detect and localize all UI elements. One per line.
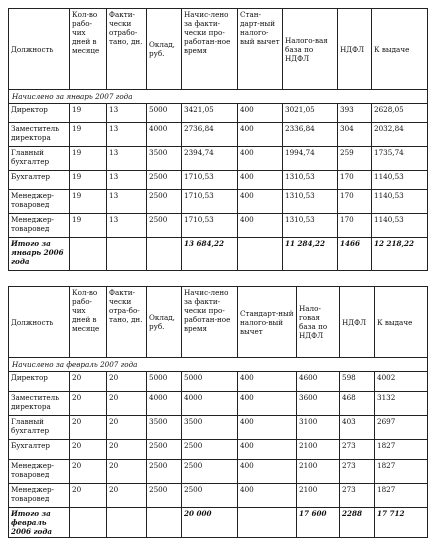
total-label: Итого за февраль 2006 года — [9, 508, 70, 538]
cell: 400 — [238, 460, 297, 484]
cell: 2500 — [147, 171, 182, 190]
cell: 2697 — [375, 416, 428, 440]
table-row — [9, 123, 428, 147]
cell: 400 — [238, 392, 297, 416]
header-position: Должность — [9, 287, 70, 358]
cell: 2100 — [297, 460, 340, 484]
cell: 400 — [238, 484, 297, 508]
january-payroll-table — [8, 8, 428, 271]
cell: 1310,53 — [283, 214, 338, 238]
cell: Менеджер-товаровед — [9, 460, 70, 484]
cell: 400 — [238, 147, 283, 171]
cell: 20 — [107, 372, 147, 392]
header-deduction: Стан-дарт-ный налого-вый вычет — [238, 9, 283, 90]
cell: 273 — [340, 440, 375, 460]
table-row — [9, 214, 428, 238]
total-accrued: 13 684,22 — [182, 238, 238, 271]
cell: 5000 — [182, 372, 238, 392]
cell: Главный бухгалтер — [9, 147, 70, 171]
cell: 1310,53 — [283, 190, 338, 214]
cell: 2100 — [297, 440, 340, 460]
header-working-days: Кол-во рабо-чих дней в месяце — [70, 9, 107, 90]
header-payout: К выдаче — [372, 9, 428, 90]
cell: 1140,53 — [372, 214, 428, 238]
cell: 1994,74 — [283, 147, 338, 171]
cell: Директор — [9, 372, 70, 392]
cell: 19 — [70, 104, 107, 123]
cell — [147, 508, 182, 538]
cell: 3500 — [182, 416, 238, 440]
cell: Менеджер-товаровед — [9, 190, 70, 214]
cell: 400 — [238, 190, 283, 214]
header-salary: Оклад, руб. — [147, 9, 182, 90]
cell: 3500 — [147, 147, 182, 171]
cell: 170 — [338, 190, 372, 214]
cell: 4000 — [147, 123, 182, 147]
cell — [238, 238, 283, 271]
section-title: Начислено за февраль 2007 года — [9, 358, 428, 372]
cell: 19 — [70, 123, 107, 147]
cell: 20 — [107, 416, 147, 440]
cell: 400 — [238, 214, 283, 238]
cell: 20 — [107, 392, 147, 416]
cell: 4000 — [147, 392, 182, 416]
cell — [107, 508, 147, 538]
cell: 1310,53 — [283, 171, 338, 190]
cell: Директор — [9, 104, 70, 123]
header-days-worked: Факти-чески отрабо-тано, дн. — [107, 9, 147, 90]
cell: 3021,05 — [283, 104, 338, 123]
cell: Менеджер-товаровед — [9, 484, 70, 508]
cell: 20 — [70, 484, 107, 508]
cell: 1140,53 — [372, 190, 428, 214]
cell: 393 — [338, 104, 372, 123]
cell: 3500 — [147, 416, 182, 440]
cell: 273 — [340, 460, 375, 484]
total-ndfl: 1466 — [338, 238, 372, 271]
table-row — [9, 460, 428, 484]
section-row — [9, 90, 428, 104]
table-row — [9, 392, 428, 416]
header-ndfl: НДФЛ — [338, 9, 372, 90]
cell: 2500 — [147, 214, 182, 238]
cell: 1710,53 — [182, 214, 238, 238]
header-salary: Оклад, руб. — [147, 287, 182, 358]
cell: 2500 — [182, 460, 238, 484]
cell: 20 — [107, 440, 147, 460]
total-accrued: 20 000 — [182, 508, 238, 538]
header-ndfl: НДФЛ — [340, 287, 375, 358]
cell: 273 — [340, 484, 375, 508]
cell: 2500 — [147, 460, 182, 484]
header-deduction: Стандарт-ный налого-вый вычет — [238, 287, 297, 358]
table-row — [9, 147, 428, 171]
cell: 400 — [238, 372, 297, 392]
cell: 2500 — [147, 484, 182, 508]
cell: 19 — [70, 147, 107, 171]
cell: 2336,84 — [283, 123, 338, 147]
cell — [70, 508, 107, 538]
cell: 13 — [107, 171, 147, 190]
header-working-days: Кол-во рабо-чих дней в месяце — [70, 287, 107, 358]
cell: 5000 — [147, 372, 182, 392]
cell — [238, 508, 297, 538]
table-row — [9, 416, 428, 440]
cell: Заместитель директора — [9, 392, 70, 416]
cell: 20 — [107, 484, 147, 508]
table-row — [9, 171, 428, 190]
cell: 400 — [238, 440, 297, 460]
cell: 13 — [107, 190, 147, 214]
total-payout: 12 218,22 — [372, 238, 428, 271]
cell: 4600 — [297, 372, 340, 392]
table-row — [9, 440, 428, 460]
cell — [70, 238, 107, 271]
cell: 13 — [107, 214, 147, 238]
cell: 3421,05 — [182, 104, 238, 123]
cell: 400 — [238, 416, 297, 440]
cell: 20 — [70, 372, 107, 392]
table-row — [9, 372, 428, 392]
cell: 20 — [70, 392, 107, 416]
cell: 20 — [107, 460, 147, 484]
cell: 13 — [107, 104, 147, 123]
cell: Заместитель директора — [9, 123, 70, 147]
cell: 468 — [340, 392, 375, 416]
cell: 2500 — [182, 484, 238, 508]
cell: 2500 — [147, 190, 182, 214]
section-title: Начислено за январь 2007 года — [9, 90, 428, 104]
cell: 2500 — [182, 440, 238, 460]
cell: 170 — [338, 171, 372, 190]
table-header-row — [9, 287, 428, 358]
cell: 4000 — [182, 392, 238, 416]
cell: 3132 — [375, 392, 428, 416]
cell: 2394,74 — [182, 147, 238, 171]
cell: 19 — [70, 214, 107, 238]
section-row — [9, 358, 428, 372]
header-payout: К выдаче — [375, 287, 428, 358]
cell: 1735,74 — [372, 147, 428, 171]
header-tax-base: Налого-вая база по НДФЛ — [283, 9, 338, 90]
total-payout: 17 712 — [375, 508, 428, 538]
cell: 2736,84 — [182, 123, 238, 147]
header-accrued: Начис-лено за факти-чески про-работан-ное время — [182, 287, 238, 358]
cell: 19 — [70, 171, 107, 190]
cell: 2100 — [297, 484, 340, 508]
cell: 400 — [238, 171, 283, 190]
table-row — [9, 484, 428, 508]
total-tax-base: 11 284,22 — [283, 238, 338, 271]
header-tax-base: Нало-говая база по НДФЛ — [297, 287, 340, 358]
cell: 3600 — [297, 392, 340, 416]
total-row — [9, 238, 428, 271]
cell: 13 — [107, 147, 147, 171]
cell: Бухгалтер — [9, 171, 70, 190]
cell: 1710,53 — [182, 190, 238, 214]
cell: 4002 — [375, 372, 428, 392]
cell: Бухгалтер — [9, 440, 70, 460]
cell: 304 — [338, 123, 372, 147]
cell: 2500 — [147, 440, 182, 460]
header-accrued: Начис-лено за факти-чески про-работан-ное время — [182, 9, 238, 90]
cell: 3100 — [297, 416, 340, 440]
cell: 20 — [70, 440, 107, 460]
total-row — [9, 508, 428, 538]
cell: 403 — [340, 416, 375, 440]
cell: 20 — [70, 460, 107, 484]
cell: 1827 — [375, 484, 428, 508]
cell: 20 — [70, 416, 107, 440]
header-position: Должность — [9, 9, 70, 90]
total-label: Итого за январь 2006 года — [9, 238, 70, 271]
cell: 400 — [238, 123, 283, 147]
cell: 2628,05 — [372, 104, 428, 123]
header-days-worked: Факти-чески отра-бо-тано, дн. — [107, 287, 147, 358]
cell: 1140,53 — [372, 171, 428, 190]
cell: 5000 — [147, 104, 182, 123]
cell: 400 — [238, 104, 283, 123]
cell: 170 — [338, 214, 372, 238]
table-header-row — [9, 9, 428, 90]
cell — [147, 238, 182, 271]
cell: 1827 — [375, 460, 428, 484]
table-row — [9, 190, 428, 214]
cell: Менеджер-товаровед — [9, 214, 70, 238]
cell: 19 — [70, 190, 107, 214]
cell: 1827 — [375, 440, 428, 460]
total-tax-base: 17 600 — [297, 508, 340, 538]
total-ndfl: 2288 — [340, 508, 375, 538]
february-payroll-table — [8, 286, 428, 538]
table-row — [9, 104, 428, 123]
cell: 1710,53 — [182, 171, 238, 190]
cell: 13 — [107, 123, 147, 147]
cell: Главный бухгалтер — [9, 416, 70, 440]
cell: 598 — [340, 372, 375, 392]
cell: 259 — [338, 147, 372, 171]
cell: 2032,84 — [372, 123, 428, 147]
cell — [107, 238, 147, 271]
